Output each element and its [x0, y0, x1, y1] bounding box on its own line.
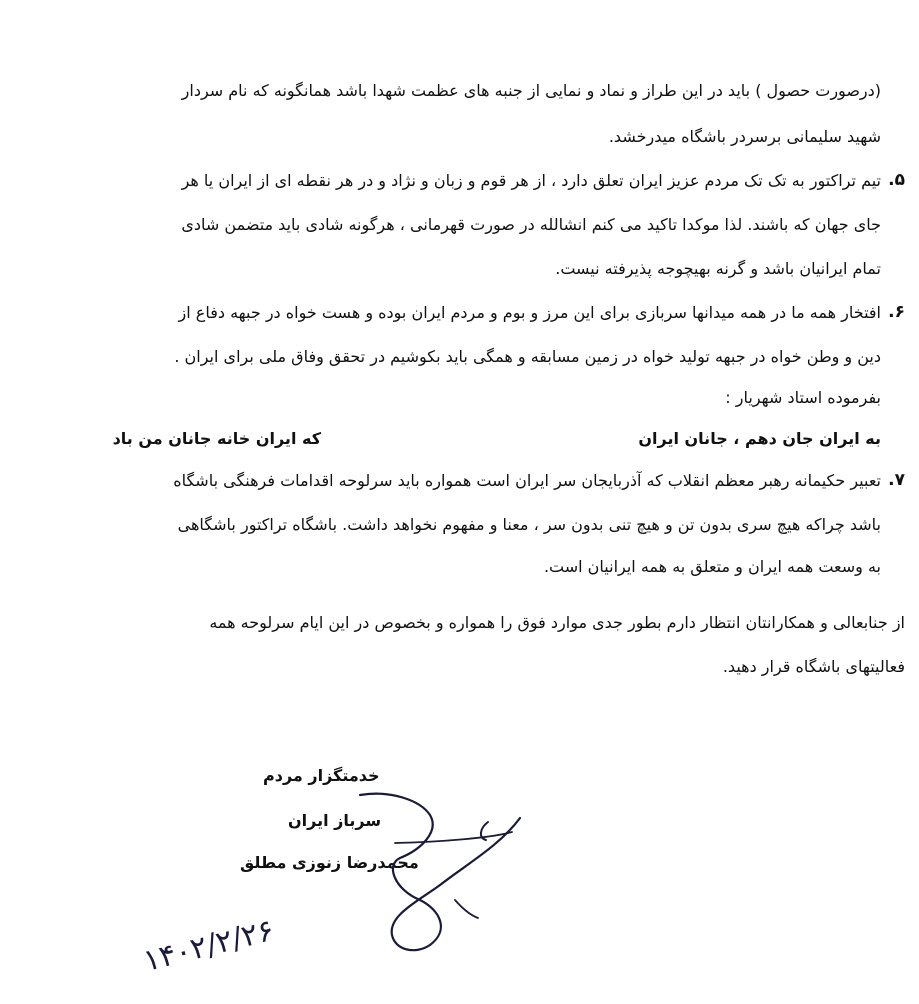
item-line: جای جهان که باشند. لذا موکدا تاکید می کنم انشالله در صورت قهرمانی ، هرگونه شادی باید متضمن شادی: [181, 215, 881, 234]
poem-hemistich: که ایران خانه جانان من باد: [112, 429, 321, 448]
paragraph-line: شهید سلیمانی برسردر باشگاه میدرخشد.: [608, 127, 881, 146]
signature-title: سرباز ایران: [288, 811, 382, 830]
item-line: دین و وطن خواه در جبهه تولید خواه در زمین مسابقه و همگی باید بکوشیم در تحقق وفاق ملی برای ایران .: [174, 347, 881, 366]
item-number: ۶.: [888, 302, 905, 322]
item-line: باشد چراکه هیچ سری بدون تن و هیچ تنی بدون سر ، معنا و مفهوم نخواهد داشت. باشگاه تراکتور باشگاهی: [177, 515, 881, 534]
item-line: بفرموده استاد شهریار :: [725, 388, 881, 407]
signature-name: محمدرضا زنوزی مطلق: [240, 853, 419, 872]
item-number: ۵.: [888, 170, 905, 190]
poem-hemistich: به ایران جان دهم ، جانان ایران: [638, 429, 881, 448]
item-number: ۷.: [888, 470, 905, 490]
handwritten-date: ۱۴۰۲/۲/۲۶: [140, 912, 278, 979]
item-line: افتخار همه ما در همه میدانها سربازی برای این مرز و بوم و مردم ایران بوده و هست خواه در جبهه دفاع از: [178, 303, 881, 322]
signature-title: خدمتگزار مردم: [263, 766, 380, 785]
paragraph-line: (درصورت حصول ) باید در این طراز و نماد و نمایی از جنبه های عظمت شهدا باشد همانگونه که نام سردار: [181, 81, 881, 100]
item-line: به وسعت همه ایران و متعلق به همه ایرانیان است.: [543, 557, 881, 576]
closing-line: از جنابعالی و همکارانتان انتظار دارم بطور جدی موارد فوق را همواره و بخصوص در این ایام سرلوحه همه: [209, 613, 905, 632]
item-line: تمام ایرانیان باشد و گرنه بهیچوجه پذیرفته نیست.: [555, 259, 881, 278]
closing-line: فعالیتهای باشگاه قرار دهید.: [722, 657, 905, 676]
item-line: تعبیر حکیمانه رهبر معظم انقلاب که آذربایجان سر ایران است همواره باید سرلوحه اقدامات فرهنگی باشگاه: [173, 471, 881, 490]
item-line: تیم تراکتور به تک تک مردم عزیز ایران تعلق دارد ، از هر قوم و زبان و نژاد و در هر نقطه ای از ایران یا هر: [181, 171, 881, 190]
